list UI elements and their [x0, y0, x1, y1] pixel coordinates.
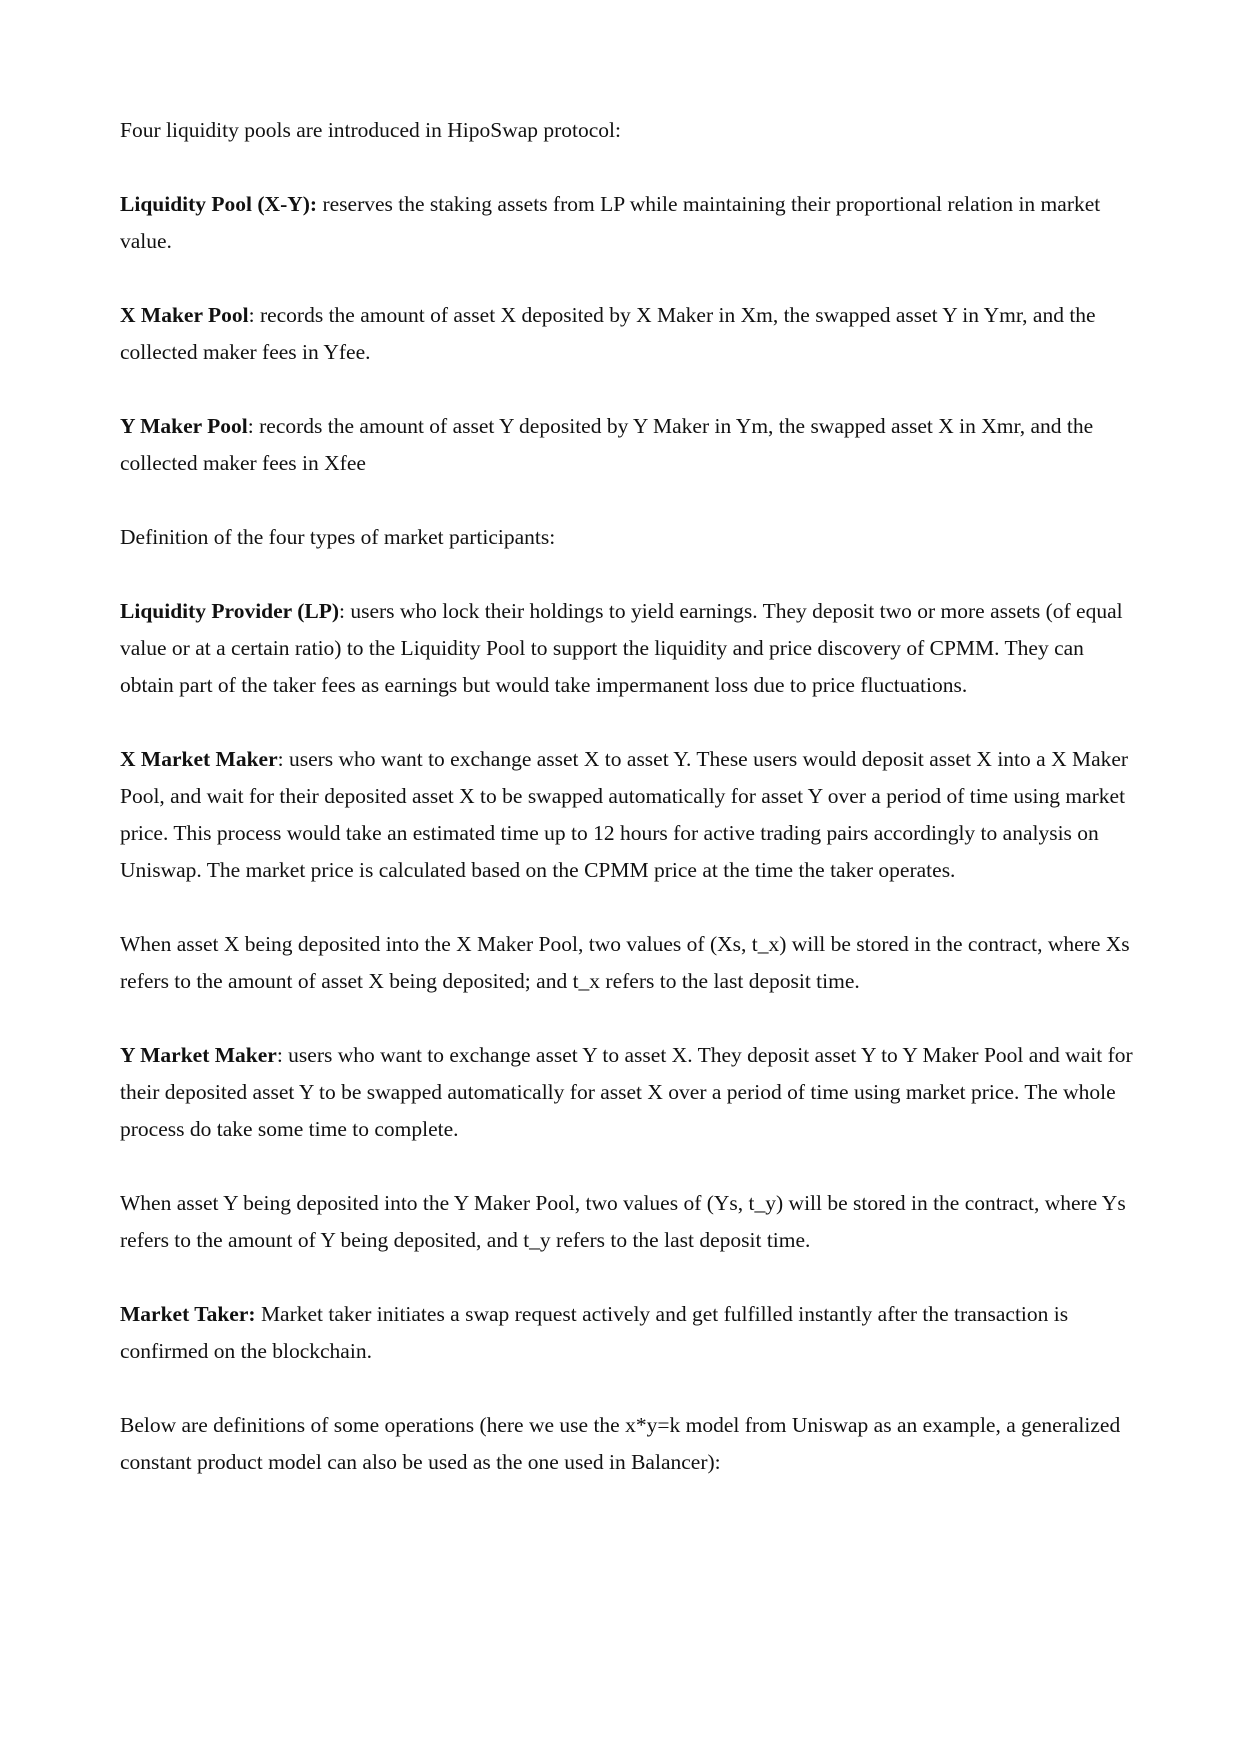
term-y-maker-pool: Y Maker Pool	[120, 414, 248, 438]
liquidity-provider-paragraph	[120, 593, 1140, 704]
paragraph-text: When asset X being deposited into the X Maker Pool, two values of (Xs, t_x) will be stored in the contract, where Xs refers to the amount of asset X being deposited; and t_x refers to the last deposit time.	[120, 932, 1130, 993]
paragraph-text: Below are definitions of some operations (here we use the x*y=k model from Uniswap as an example, a generalized constant product model can also be used as the one used in Balancer):	[120, 1413, 1121, 1474]
y-maker-pool-paragraph	[120, 408, 1140, 482]
intro-paragraph	[120, 112, 1140, 149]
paragraph-text: : records the amount of asset Y deposited by Y Maker in Ym, the swapped asset X in Xmr, and the collected maker fees in Xfee	[120, 414, 1094, 475]
term-y-market-maker: Y Market Maker	[120, 1043, 277, 1067]
paragraph-text: : users who want to exchange asset Y to asset X. They deposit asset Y to Y Maker Pool and wait for their deposited asset Y to be swapped automatically for asset X over a period of time using market price. The whole process do take some time to complete.	[120, 1043, 1133, 1141]
market-taker-paragraph	[120, 1296, 1140, 1370]
term-x-maker-pool: X Maker Pool	[120, 303, 249, 327]
paragraph-text: When asset Y being deposited into the Y Maker Pool, two values of (Ys, t_y) will be stored in the contract, where Ys refers to the amount of Y being deposited, and t_y refers to the last deposit time.	[120, 1191, 1126, 1252]
paragraph-text: : users who lock their holdings to yield earnings. They deposit two or more assets (of equal value or at a certain ratio) to the Liquidity Pool to support the liquidity and price discovery of CPMM. They can obtain part of the taker fees as earnings but would take impermanent loss due to price fluctuations.	[120, 599, 1123, 697]
paragraph-text: Four liquidity pools are introduced in HipoSwap protocol:	[120, 118, 622, 142]
participants-intro-paragraph	[120, 519, 1140, 556]
operations-intro-paragraph	[120, 1407, 1140, 1481]
term-liquidity-provider: Liquidity Provider (LP)	[120, 599, 339, 623]
term-market-taker: Market Taker:	[120, 1302, 256, 1326]
paragraph-text: Market taker initiates a swap request actively and get fulfilled instantly after the transaction is confirmed on the blockchain.	[120, 1302, 1069, 1363]
term-x-market-maker: X Market Maker	[120, 747, 278, 771]
document-page	[120, 112, 1140, 1518]
paragraph-text: reserves the staking assets from LP while maintaining their proportional relation in market value.	[120, 192, 1101, 253]
x-market-maker-paragraph	[120, 741, 1140, 889]
x-deposit-paragraph	[120, 926, 1140, 1000]
y-market-maker-paragraph	[120, 1037, 1140, 1148]
paragraph-text: : records the amount of asset X deposited by X Maker in Xm, the swapped asset Y in Ymr, and the collected maker fees in Yfee.	[120, 303, 1096, 364]
x-maker-pool-paragraph	[120, 297, 1140, 371]
paragraph-text: Definition of the four types of market participants:	[120, 525, 556, 549]
term-liquidity-pool: Liquidity Pool (X-Y):	[120, 192, 318, 216]
paragraph-text: : users who want to exchange asset X to asset Y. These users would deposit asset X into a X Maker Pool, and wait for their deposited asset X to be swapped automatically for asset Y over a period of time using market price. This process would take an estimated time up to 12 hours for active trading pairs accordingly to analysis on Uniswap. The market price is calculated based on the CPMM price at the time the taker operates.	[120, 747, 1129, 882]
liquidity-pool-paragraph	[120, 186, 1140, 260]
y-deposit-paragraph	[120, 1185, 1140, 1259]
